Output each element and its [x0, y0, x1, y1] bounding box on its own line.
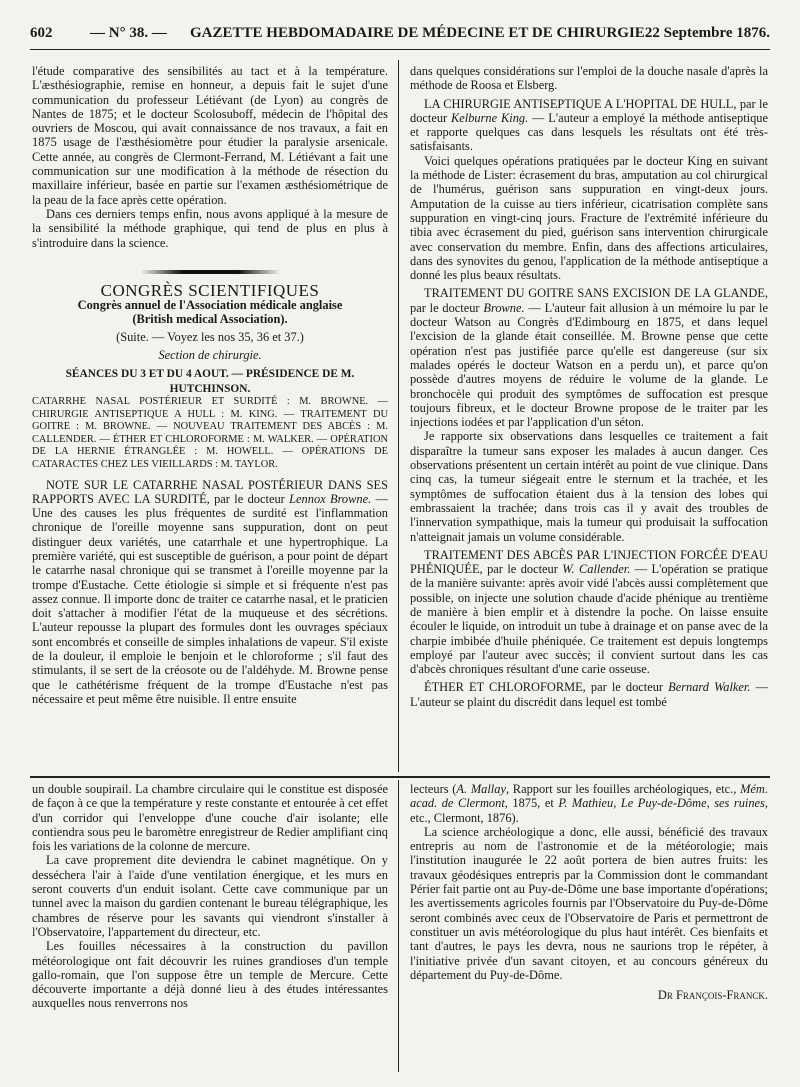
author-prefix: par le docteur	[410, 96, 768, 125]
paragraph: La cave proprement dite deviendra le cabinet magnétique. On y desséchera l'air à l'aide d'une ventilation énergique, et les murs en seront couverts d'un enduit isolant. Cette cave communique par un tunnel avec la maison du gardien contenant le bureau télégraphique, les chambres de réserve pour les savants qui viendront s'installer à l'Observatoire, l'appartement du directeur, etc.	[32, 853, 388, 939]
paragraph: Voici quelques opérations pratiquées par le docteur King en suivant la méthode de Lister: écrasement du bras, amputation au col chirurgical de l'humérus, guérison sans suppuration en vingt-deux jours. Amputation de la cuisse au tiers inférieur, cicatrisation complète sans suppuration en vingt-cinq jours. Fracture de l'extrémité inférieure du tibia avec écrasement du pied, guérison sans intervention chirurgicale avec conservation du membre. Enfin, dans des affections articulaires, dans des synovites du genou, l'application de la méthode antiseptique a donné les plus beaux résultats.	[410, 153, 768, 283]
reference: Mém. acad. de Clermont	[410, 782, 768, 811]
article-hull	[410, 97, 768, 154]
article-abces	[410, 548, 768, 677]
reference: A. Mallay	[456, 782, 506, 796]
issue-date: 22 Septembre 1876.	[644, 25, 770, 41]
bottom-right-column	[410, 782, 768, 1072]
article-goitre	[410, 286, 768, 429]
column-divider	[398, 60, 399, 772]
paragraph: La science archéologique a donc, elle aussi, bénéficié des travaux entrepris au nom de l'astronomie et de la météorologie; mais l'institution inaugurée le 22 août portera de bien autres fruits: les travaux géodésiques entrepris par la Commission dont le commandant Périer fait partie ont au Puy-de-Dôme une base importante d'opérations; les avertissements agricoles fournis par l'Observatoire du Puy-de-Dôme seront combinés avec ceux de l'Observatoire de Paris et permettront de constituer un avis météorologique du plus haut intérêt. Ces bienfaits et tant d'autres, le pays les devra, nous ne saurions trop le répéter, à l'initiative privée d'un savant citoyen, et au concours généreux du département du Puy-de-Dôme.	[410, 824, 768, 982]
issue-number: — N° 38. —	[90, 25, 167, 41]
header-rule	[30, 49, 770, 50]
article-body: — L'auteur se plaint du discrédit dans lequel est tombé	[410, 680, 768, 709]
section-title: CONGRÈS SCIENTIFIQUES	[100, 280, 320, 300]
journal-title: GAZETTE HEBDOMADAIRE DE MÉDECINE ET DE CHIRURGIE.	[190, 25, 649, 41]
author-name: Bernard Walker.	[668, 680, 751, 695]
paragraph: Je rapporte six observations dans lesquelles ce traitement a fait disparaître la tumeur sans exposer les malades à aucun danger. Ces observations présentent un certain intérêt au point de vue clinique. Dans cinq cas, la tumeur siégeait entre le sternum et la trachée, et les symptômes de suffocation étaient dus à la tension des lobes qui embrassaient la trachée; dans trois cas il y avait des troubles de l'innervation sympathique, mais la tumeur qui produisait la suffocation n'atteignait jamais un volume considérable.	[410, 429, 768, 544]
article-heading: TRAITEMENT DU GOITRE SANS EXCISION DE LA GLANDE,	[424, 286, 768, 301]
page-number: 602	[30, 25, 53, 41]
paragraph: un double soupirail. La chambre circulaire qui le constitue est disposée de façon à ce que la température y reste constante et entourée à cet effet d'un corridor qui l'enveloppe d'une couche d'air isolante; elle contiendra sous peu le baromètre enregistreur de Redier amplifiant cinq fois les variations de la colonne de mercure.	[32, 782, 388, 854]
bottom-left-column	[32, 782, 388, 1072]
author-prefix: par le docteur	[487, 562, 558, 577]
signature: Dr François-Franck.	[657, 988, 768, 1003]
section-heading: Section de chirurgie.	[158, 348, 262, 363]
text-run: lecteurs (	[410, 782, 457, 796]
author-name: Browne.	[483, 300, 525, 315]
horizontal-divider	[30, 776, 770, 778]
author-prefix: par le docteur	[410, 300, 480, 315]
author-name: Kelburne King.	[451, 110, 529, 125]
suite-note: (Suite. — Voyez les nos 35, 36 et 37.)	[116, 329, 304, 344]
article-heading: ÉTHER ET CHLOROFORME,	[424, 680, 586, 695]
section-ornament	[140, 270, 280, 274]
article-note-catarrhe	[32, 478, 388, 707]
article-heading: TRAITEMENT DES ABCÈS PAR L'INJECTION FORCÉE D'EAU PHÉNIQUÉE,	[410, 547, 768, 577]
article-body: — Une des causes les plus fréquentes de surdité est l'inflammation chronique de l'oreille moyenne sans suppuration, dont on peut distinguer deux variétés, une catarrhale et une hypertrophique. La première variété, qui est susceptible de guérison, a pour point de départ le catarrhe nasal chronique qui se transmet à l'oreille moyenne par la trompe d'Eustache. Cette étiologie si simple et si fréquente n'est pas assez connue. Il importe donc de traiter ce catarrhe nasal, et le praticien doit s'attacher à modifier l'état de la muqueuse et des sécrétions. L'auteur repousse la plupart des formules dont les ouvrages spéciaux sont encombrés et conseille de simples inhalations de vapeur. S'il existe de la douleur, il emploie le benjoin et le chloroforme ; s'il faut des stimulants, il se sert de la créosote ou de l'aldéhyde. M. Browne pense que le cathétérisme fréquent de la trompe d'Eustache n'est pas nécessaire et peut même être nuisible. Il entre ensuite	[32, 491, 388, 706]
text-run: , etc., Clermont, 1876).	[410, 796, 768, 825]
running-header	[30, 25, 770, 47]
article-ether	[410, 680, 768, 709]
contents-list: CATARRHE NASAL POSTÉRIEUR ET SURDITÉ : M. BROWNE. — CHIRURGIE ANTISEPTIQUE A HULL : M. KING. — TRAITEMENT DU GOITRE : M. BROWNE. — NOUVEAU TRAITEMENT DES ABCÈS : M. CALLENDER. — ÉTHER ET CHLOROFORME : M. WALKER. — OPÉRATION DE LA HERNIE ÉTRANGLÉE : M. HOWELL. — OPÉRATIONS DE CATARACTES CHEZ LES VIEILLARDS : M. TAYLOR.	[32, 395, 388, 470]
text-run: , Rapport sur les fouilles archéologiques, etc.,	[505, 782, 737, 796]
author-name: W. Callender.	[562, 562, 631, 577]
paragraph: l'étude comparative des sensibilités au tact et à la température. L'æsthésiographie, remise en honneur, a depuis fait le sujet d'une communication du professeur Létiévant (de Lyon) au congrès de Nantes de 1875; et le docteur Scolosuboff, médecin de l'hôpital des ouvriers de Moscou, qui avait connaissance de nos travaux, a fait en 1875 usage de l'æsthésiomètre pour étudier la paralysie arsenicale. Cette année, au congrès de Clermont-Ferrand, M. Létiévant a fait une communication sur une modification à la méthode de résection du maxillaire inférieur, basée en partie sur l'examen æsthésiométrique de la peau de la face après cette opération.	[32, 64, 388, 207]
author-name: Lennox Browne.	[289, 491, 372, 506]
text-run: , 1875, et	[504, 796, 554, 811]
session-heading: SÉANCES DU 3 ET DU 4 AOUT. — PRÉSIDENCE DE M. HUTCHINSON.	[65, 368, 355, 395]
article-heading: LA CHIRURGIE ANTISEPTIQUE A L'HOPITAL DE HULL,	[424, 96, 737, 111]
column-divider	[398, 780, 399, 1072]
paragraph: Dans ces derniers temps enfin, nous avons appliqué à la mesure de la sensibilité la méthode graphique, qui tend de plus en plus à s'introduire dans la science.	[32, 206, 388, 250]
top-right-column	[410, 64, 768, 770]
author-prefix: par le docteur	[214, 491, 285, 506]
congress-subtitle: (British medical Association).	[132, 312, 288, 327]
paragraph: Les fouilles nécessaires à la construction du pavillon météorologique ont fait découvrir les ruines grandioses d'un temple gallo-romain, que l'on suppose être un temple de Mercure. Cette découverte importante a déjà donné lieu à des études intéressantes auxquelles nous renverrons nos	[32, 939, 388, 1011]
article-body: — L'auteur fait allusion à un mémoire lu par le docteur Watson au Congrès d'Edimbourg en 1875, et dans lequel l'excision de la glande était conseillée. M. Browne pense que cette opération n'est pas justifiée parce qu'elle est dangereuse (sur six malades opérés le docteur Watson en a perdu un), et parce qu'on possède d'autres moyens de réduire le volume de la glande. Le bronchocèle qui produit des symptômes de suffocation est presque toujours fibreux, et le docteur Browne propose de le traiter par les injections iodées et par l'application d'un séton.	[410, 300, 768, 430]
top-left-column	[32, 64, 388, 770]
congress-title: Congrès annuel de l'Association médicale anglaise	[77, 298, 343, 313]
paragraph-references	[410, 782, 768, 825]
reference: P. Mathieu, Le Puy-de-Dôme, ses ruines	[558, 796, 765, 811]
article-body: — L'opération se pratique de la manière suivante: après avoir vidé l'abcès aussi complètement que possible, on injecte une solution chaude d'acide phénique au trentième de manière à bien emplir et à distendre la poche. On laisse ensuite écouler le liquide, on introduit un tube à drainage et on panse avec de la charpie imbibée d'huile phéniquée. Ce traitement est depuis longtemps employé par l'auteur avec succès; il convient surtout dans les cas d'abcès chroniques résultant d'une carie osseuse.	[410, 562, 768, 677]
article-body: — L'auteur a employé la méthode antiseptique et rapporte quelques cas dans lesquels les résultats ont été très-satisfaisants.	[410, 110, 768, 154]
author-prefix: par le docteur	[590, 680, 664, 695]
paragraph: dans quelques considérations sur l'emploi de la douche nasale d'après la méthode de Roosa et Elsberg.	[410, 64, 768, 93]
article-heading: NOTE SUR LE CATARRHE NASAL POSTÉRIEUR DANS SES RAPPORTS AVEC LA SURDITÉ,	[32, 477, 388, 506]
